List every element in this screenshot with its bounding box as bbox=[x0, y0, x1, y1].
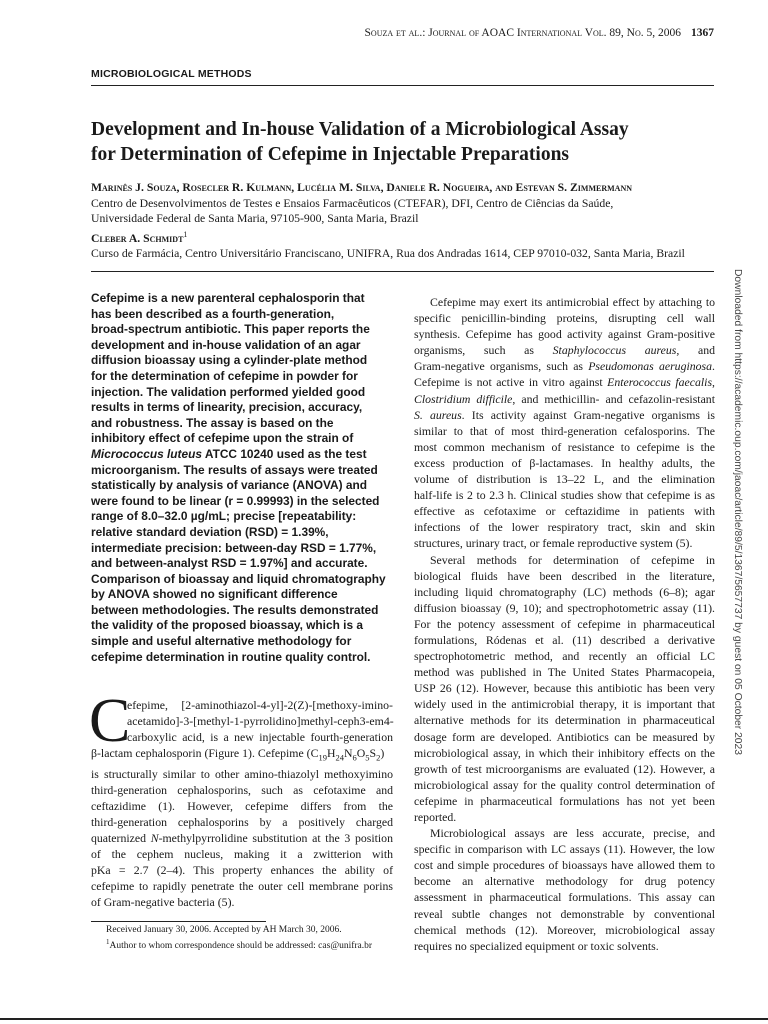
body-italic: Pseudomonas aeruginosa bbox=[588, 359, 713, 374]
body-text: , and methicillin- and cefazolin-resistant bbox=[512, 391, 715, 406]
body-line: formulations, Ródenas et al. (11) described a derivative bbox=[414, 632, 715, 647]
body-line: specific in comparison with LC assays (11). However, the low bbox=[414, 842, 715, 857]
body-line: similar to that of most third-generation cefalosporins. The bbox=[414, 423, 715, 438]
page-bottom-rule bbox=[0, 1018, 768, 1020]
abstract-line: intermediate precision: between-day RSD = 1.77%, bbox=[91, 540, 377, 555]
body-line: pKa = 2.7 (2–4). This property enhances the ability of bbox=[91, 863, 393, 878]
abstract-line: results in terms of linearity, precision, accuracy, bbox=[91, 400, 363, 415]
body-line: cefepime to rapidly penetrate the outer cell membrane porins bbox=[91, 879, 393, 894]
body-line: infections of the lower respiratory tract, skin and skin bbox=[414, 520, 715, 535]
abstract-line: has been described as a fourth-generation, bbox=[91, 306, 335, 321]
abstract-line: broad-spectrum antibiotic. This paper reports the bbox=[91, 322, 370, 337]
author-list: Marinês J. Souza, Rosecler R. Kulmann, Lucélia M. Silva, Daniele R. Nogueira, and Estevan S. Zimmermann bbox=[91, 181, 633, 194]
body-line bbox=[414, 342, 715, 358]
body-line: USP 26 (12). However, because this antibiotic has been very bbox=[414, 681, 715, 696]
abstract-line: diffusion bioassay using a cylinder-plate method bbox=[91, 353, 368, 368]
body-line: volume of distribution is 13–22 L, and the elimination bbox=[414, 472, 715, 487]
body-italic: S. aureus bbox=[414, 407, 462, 422]
body-text: , bbox=[712, 375, 715, 390]
body-line: half-life is 2 to 2.3 h. Clinical studies show that cefepime is as bbox=[414, 488, 715, 503]
abstract-line: Micrococcus luteus ATCC 10240 used as the test bbox=[91, 446, 367, 461]
section-divider bbox=[91, 85, 714, 86]
body-italic: N bbox=[150, 831, 159, 846]
body-line: cost and simple procedures of bioassays have allowed them to bbox=[414, 858, 715, 873]
body-line: growth of test microorganisms are evaluated (12). However, a bbox=[414, 761, 715, 776]
drop-cap: C bbox=[89, 687, 131, 755]
body-text: . Its activity against Gram-negative organisms is bbox=[461, 407, 715, 422]
body-text: -methylpyrrolidine substitution at the 3 position bbox=[158, 831, 393, 846]
body-line: of the cephem nucleus, making it a zwitterion with bbox=[91, 847, 393, 862]
download-watermark bbox=[731, 269, 745, 789]
abstract-line: statistically by analysis of variance (ANOVA) and bbox=[91, 478, 368, 493]
body-line: microbiological assay, in which their inhibitory effects on the bbox=[414, 745, 715, 760]
body-line: method was published in The United States Pharmacopeia, bbox=[414, 665, 715, 680]
body-line: acetamido]-3-[methyl-1-pyrrolidino]methyl-ceph3-em4- bbox=[127, 714, 394, 729]
body-line: excess production of β-lactamases. In healthy adults, the bbox=[414, 455, 715, 470]
page-number: 1367 bbox=[691, 27, 714, 39]
abstract-line: Cefepime is a new parenteral cephalosporin that bbox=[91, 291, 365, 305]
abstract-line: injection. The validation performed yielded good bbox=[91, 384, 366, 399]
abstract-line: cefepime determination in routine quality control. bbox=[91, 649, 371, 664]
body-line bbox=[414, 374, 715, 390]
body-line: ceftazidime (1). However, cefepime differs from the bbox=[91, 798, 393, 813]
abstract-line: inhibitory effect of cefepime upon the strain of bbox=[91, 431, 354, 446]
body-line bbox=[91, 745, 393, 765]
body-line: specific penicillin-binding proteins, disrupting cell wall bbox=[414, 311, 715, 326]
body-text: organisms, bbox=[414, 343, 466, 358]
body-text: and bbox=[697, 343, 716, 358]
section-label: MICROBIOLOGICAL METHODS bbox=[91, 68, 252, 80]
abstract-line: by ANOVA showed no significant difference bbox=[91, 587, 338, 602]
body-line bbox=[91, 830, 393, 846]
abstract-line: the validity of the proposed bioassay, which is a bbox=[91, 618, 364, 633]
footnotes bbox=[106, 924, 396, 952]
running-head bbox=[90, 27, 714, 39]
body-line: microbiological assay for the quality control determination of bbox=[414, 777, 715, 792]
introduction-left-column bbox=[91, 697, 393, 911]
body-line: including liquid chromatography (LC) methods (6–8); agar bbox=[414, 584, 715, 599]
body-line: diffusion bioassay (9, 10); and spectrophotometric assay (11). bbox=[414, 600, 715, 615]
author-footnote-mark: 1 bbox=[183, 229, 188, 239]
body-text: quaternized bbox=[91, 831, 151, 846]
footnote-divider bbox=[91, 921, 266, 922]
body-line: reveal subtle changes not demonstrable by conventional bbox=[414, 906, 715, 921]
footnote-mark: 1 bbox=[106, 938, 110, 946]
body-italic: Clostridium difficile bbox=[414, 391, 513, 406]
body-line: assessment in pharmaceutical formulations. This assay can bbox=[414, 890, 715, 905]
author-block bbox=[91, 180, 731, 261]
affiliation: Universidade Federal de Santa Maria, 97105-900, Santa Maria, Brazil bbox=[91, 212, 419, 225]
body-line: effective as cefotaxime or ceftazidime in patients with bbox=[414, 504, 715, 519]
body-text: β-lactam cephalosporin (Figure 1). Cefepime (C bbox=[91, 746, 319, 761]
running-head-text: Souza et al.: Journal of AOAC International Vol. 89, No. 5, 2006 bbox=[364, 27, 681, 39]
abstract-line: between methodologies. The results demonstrated bbox=[91, 602, 379, 617]
abstract-line: Comparison of bioassay and liquid chromatography bbox=[91, 571, 386, 586]
body-line: third-generation cephalosporins by a positively charged bbox=[91, 815, 393, 830]
abstract-line: were found to be linear (r = 0.99993) in the selected bbox=[91, 493, 380, 508]
affiliation: Centro de Desenvolvimentos de Testes e Ensaios Farmacêuticos (CTEFAR), DFI, Centro de Ciências da Saúde, bbox=[91, 196, 614, 210]
body-line: dosage form are developed. Antibiotics can be measured by bbox=[414, 729, 715, 744]
formula-subscript: 24 bbox=[335, 752, 344, 763]
abstract-line: development and in-house validation of an agar bbox=[91, 337, 361, 352]
body-line: third-generation cephalosporins, such as cefotaxime and bbox=[91, 782, 393, 797]
formula-element: ) bbox=[380, 746, 385, 761]
body-line: spectrophotometric method, and recently an official LC bbox=[414, 649, 715, 664]
affiliation: Curso de Farmácia, Centro Universitário Franciscano, UNIFRA, Rua dos Andradas 1614, CEP 97010-032, Santa Maria, Brazil bbox=[91, 246, 685, 260]
organism-name: Micrococcus luteus bbox=[91, 446, 203, 461]
body-line bbox=[414, 407, 715, 423]
download-watermark-text: Downloaded from https://academic.oup.com/jaoac/article/89/5/1367/5657737 by guest on 05 October 2023 bbox=[732, 269, 743, 755]
body-text: Cefepime is not active in vitro against bbox=[414, 375, 608, 390]
body-line: of Gram-negative bacteria (5). bbox=[91, 895, 235, 910]
body-line: widely used in the antimicrobial therapy, it is important that bbox=[414, 697, 715, 712]
body-line bbox=[414, 391, 715, 407]
body-line: carboxylic acid, is a new injectable fourth-generation bbox=[127, 730, 393, 745]
abstract-line: and between-analyst RSD = 1.97%] and accurate. bbox=[91, 556, 368, 571]
body-line: cefepime in pharmaceutical formulations has not yet been bbox=[414, 793, 715, 808]
body-line: become an alternative methodology for drug potency bbox=[414, 874, 715, 889]
body-line: most common mechanism of resistance to cefepime is the bbox=[414, 439, 715, 454]
body-line: is structurally similar to other amino-thiazolyl methoxyimino bbox=[91, 766, 393, 781]
formula-subscript: 6 bbox=[352, 752, 357, 763]
formula-subscript: 2 bbox=[376, 752, 381, 763]
abstract bbox=[91, 291, 391, 665]
formula-element: O bbox=[356, 746, 366, 761]
formula-element: S bbox=[369, 746, 377, 761]
abstract-line: relative standard deviation (RSD) = 1.39%, bbox=[91, 524, 329, 539]
abstract-line: range of 8.0–32.0 µg/mL; precise [repeatability: bbox=[91, 509, 357, 524]
body-line: alternative methods for its determination in pharmaceutical bbox=[414, 713, 715, 728]
title-line: Development and In-house Validation of a Microbiological Assay bbox=[91, 119, 629, 140]
abstract-line: for the determination of cefepime in powder for bbox=[91, 368, 358, 383]
body-line: chemical methods (12). Moreover, microbiological assay bbox=[414, 922, 715, 937]
body-text: . bbox=[712, 359, 715, 374]
body-text: Gram-negative organisms, such as bbox=[414, 359, 589, 374]
correspondence-text: Author to whom correspondence should be addressed: cas@unifra.br bbox=[109, 941, 373, 952]
header-divider bbox=[91, 271, 714, 272]
article-title bbox=[91, 117, 731, 167]
correspondence-note bbox=[106, 936, 396, 952]
body-line: For the potency assessment of cefepime in pharmaceutical bbox=[414, 616, 715, 631]
author-list bbox=[91, 227, 731, 246]
body-italic: aureus, bbox=[644, 343, 680, 358]
body-text: as bbox=[524, 343, 534, 358]
body-line: synthesis. Cefepime has good activity against Gram-positive bbox=[414, 327, 715, 342]
received-note: Received January 30, 2006. Accepted by AH March 30, 2006. bbox=[106, 925, 342, 935]
author-name: Cleber A. Schmidt bbox=[91, 231, 184, 245]
body-line bbox=[414, 358, 715, 374]
abstract-line: simple and useful alternative methodology for bbox=[91, 634, 352, 649]
body-italic: Enterococcus faecalis bbox=[607, 375, 713, 390]
body-line: biological fluids have been described in the literature, bbox=[414, 568, 715, 583]
body-line: requires no specialized equipment or toxic solvents. bbox=[414, 938, 659, 953]
abstract-line: and robustness. The assay is based on the bbox=[91, 415, 334, 430]
formula-element: N bbox=[343, 746, 353, 761]
body-line: Microbiological assays are less accurate, precise, and bbox=[430, 826, 715, 841]
body-line: efepime, [2-aminothiazol-4-yl]-2(Z)-[methoxy-imino- bbox=[127, 698, 393, 712]
body-text: such bbox=[483, 343, 506, 358]
title-line: for Determination of Cefepime in Injectable Preparations bbox=[91, 144, 570, 165]
formula-element: H bbox=[326, 746, 336, 761]
formula-subscript: 5 bbox=[365, 752, 370, 763]
abstract-line: microorganism. The results of assays were treated bbox=[91, 462, 378, 477]
body-line: Several methods for determination of cefepime in bbox=[430, 552, 715, 567]
body-line: structures, urinary tract, or female reproductive system (5). bbox=[414, 536, 693, 551]
body-line: reported. bbox=[414, 810, 457, 824]
introduction-right-column bbox=[414, 294, 715, 954]
body-line: Cefepime may exert its antimicrobial effect by attaching to bbox=[430, 295, 715, 309]
formula-subscript: 19 bbox=[318, 752, 327, 763]
body-italic: Staphylococcus bbox=[552, 343, 627, 358]
